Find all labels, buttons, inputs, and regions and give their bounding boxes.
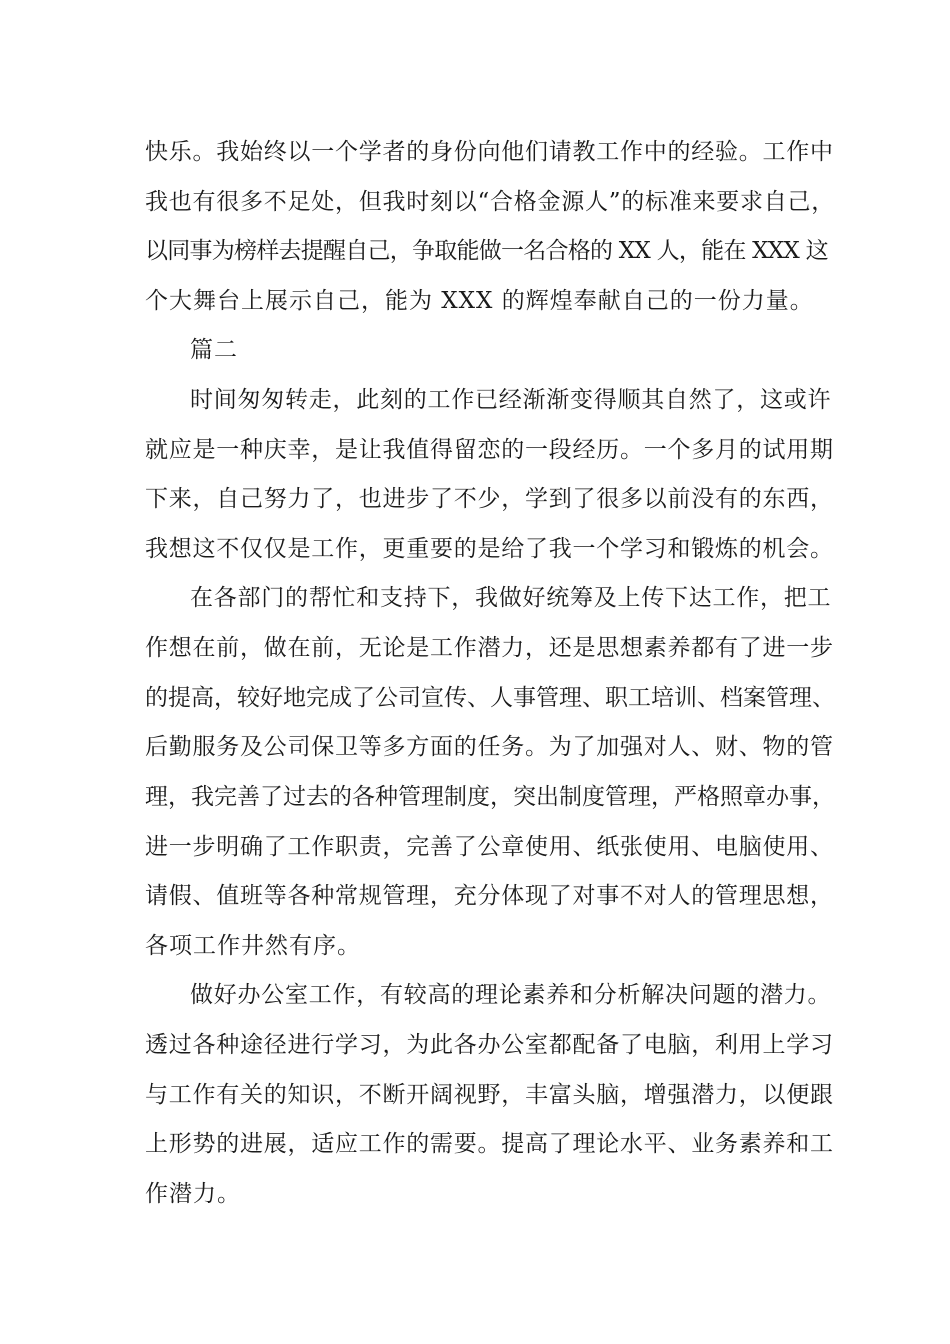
text-line: 透过各种途径进行学习，为此各办公室都配备了电脑，利用上学习: [145, 1032, 834, 1058]
text-line: 进一步明确了工作职责，完善了公章使用、纸张使用、电脑使用、: [145, 834, 834, 860]
text-line: 在各部门的帮忙和支持下，我做好统筹及上传下达工作，把工: [190, 585, 832, 611]
text-line: 理，我完善了过去的各种管理制度，突出制度管理，严格照章办事，: [145, 784, 835, 810]
text-line: 我想这不仅仅是工作，更重要的是给了我一个学习和锻炼的机会。: [145, 536, 834, 562]
text-line: 做好办公室工作，有较高的理论素养和分析解决问题的潜力。: [190, 982, 832, 1008]
text-line: 个大舞台上展示自己，能为 XXX 的辉煌奉献自己的一份力量。: [145, 288, 814, 314]
section-heading: 篇二: [190, 337, 238, 363]
text-line: 上形势的进展，适应工作的需要。提高了理论水平、业务素养和工: [145, 1131, 834, 1157]
text-line: 的提高，较好地完成了公司宣传、人事管理、职工培训、档案管理、: [145, 685, 835, 711]
text-line: 下来，自己努力了，也进步了不少，学到了很多以前没有的东西，: [145, 486, 834, 512]
text-line: 就应是一种庆幸，是让我值得留恋的一段经历。一个多月的试用期: [145, 437, 834, 463]
text-line: 快乐。我始终以一个学者的身份向他们请教工作中的经验。工作中: [145, 139, 834, 165]
text-line: 我也有很多不足处，但我时刻以“合格金源人”的标准来要求自己，: [145, 189, 836, 215]
text-line: 与工作有关的知识，不断开阔视野，丰富头脑，增强潜力，以便跟: [145, 1082, 834, 1108]
text-line: 作想在前，做在前，无论是工作潜力，还是思想素养都有了进一步: [145, 635, 834, 661]
text-line: 各项工作井然有序。: [145, 933, 361, 959]
text-line: 作潜力。: [145, 1181, 241, 1207]
text-line: 以同事为榜样去提醒自己，争取能做一名合格的 XX 人，能在 XXX 这: [145, 238, 828, 264]
text-line: 时间匆匆转走，此刻的工作已经渐渐变得顺其自然了，这或许: [190, 387, 832, 413]
text-line: 后勤服务及公司保卫等多方面的任务。为了加强对人、财、物的管: [145, 734, 834, 760]
text-line: 请假、值班等各种常规管理，充分体现了对事不对人的管理思想，: [145, 883, 834, 909]
